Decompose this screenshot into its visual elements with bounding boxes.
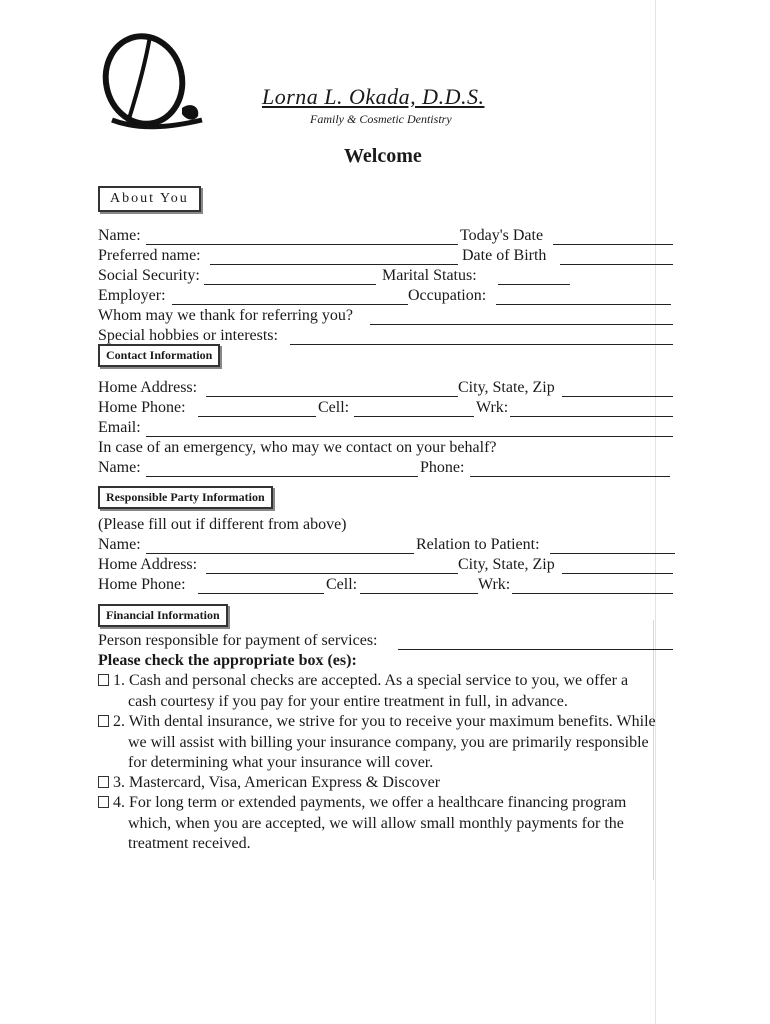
- about-you-section-label: About You: [98, 186, 201, 212]
- checkbox-option-4[interactable]: [98, 796, 109, 808]
- relation-field[interactable]: [550, 553, 675, 554]
- contact-section-label: Contact Information: [98, 344, 220, 367]
- responsible-phone-field[interactable]: [198, 593, 324, 594]
- dob-label: Date of Birth: [462, 247, 547, 264]
- responsible-address-row: [98, 556, 673, 578]
- todays-date-field[interactable]: [553, 244, 673, 245]
- marital-status-label: Marital Status:: [382, 267, 477, 284]
- home-address-field[interactable]: [206, 396, 458, 397]
- hobbies-label: Special hobbies or interests:: [98, 327, 278, 344]
- checkbox-option-2[interactable]: [98, 715, 109, 727]
- city-state-zip-label: City, State, Zip: [458, 379, 555, 396]
- payment-option-3[interactable]: [98, 773, 658, 794]
- ssn-field[interactable]: [204, 284, 376, 285]
- preferred-name-label: Preferred name:: [98, 247, 201, 264]
- practice-logo: [98, 30, 210, 138]
- name-label: Name:: [98, 227, 141, 244]
- responsible-address-label: Home Address:: [98, 556, 198, 573]
- doctor-name: Lorna L. Okada, D.D.S.: [262, 84, 485, 109]
- wrk-field[interactable]: [510, 416, 673, 417]
- responsible-city-field[interactable]: [562, 573, 673, 574]
- city-state-zip-field[interactable]: [562, 396, 673, 397]
- scan-edge: [655, 0, 656, 1024]
- email-field[interactable]: [146, 436, 673, 437]
- payment-person-label: Person responsible for payment of services:: [98, 632, 378, 649]
- payment-option-4[interactable]: [98, 793, 658, 855]
- preferred-name-field[interactable]: [210, 264, 458, 265]
- employer-field[interactable]: [172, 304, 408, 305]
- emergency-phone-label: Phone:: [420, 459, 465, 476]
- name-row: [98, 227, 673, 249]
- option-3-text: 3. Mastercard, Visa, American Express & Discover: [113, 774, 441, 791]
- responsible-cell-field[interactable]: [360, 593, 478, 594]
- emergency-name-field[interactable]: [146, 476, 418, 477]
- cell-field[interactable]: [354, 416, 474, 417]
- option-1-text: 1. Cash and personal checks are accepted. As a special service to you, we offer a cash courtesy if you pay for your entire treatment in full, in advance.: [113, 672, 629, 710]
- referral-row: [98, 307, 673, 329]
- email-label: Email:: [98, 419, 141, 436]
- checkbox-option-3[interactable]: [98, 776, 109, 788]
- home-address-row: [98, 379, 673, 401]
- emergency-question: In case of an emergency, who may we contact on your behalf?: [98, 439, 497, 456]
- responsible-note-row: [98, 516, 673, 538]
- relation-label: Relation to Patient:: [416, 536, 540, 553]
- payment-option-2[interactable]: [98, 712, 658, 774]
- referral-field[interactable]: [370, 324, 673, 325]
- marital-status-field[interactable]: [498, 284, 570, 285]
- home-phone-label: Home Phone:: [98, 399, 186, 416]
- payment-option-1[interactable]: [98, 671, 658, 712]
- responsible-wrk-field[interactable]: [512, 593, 673, 594]
- preferred-name-row: [98, 247, 673, 269]
- checkbox-option-1[interactable]: [98, 674, 109, 686]
- option-2-text: 2. With dental insurance, we strive for you to receive your maximum benefits. While we will assist with billing your insurance company, you are primarily responsible for determining what your insurance will cover.: [113, 713, 656, 771]
- occupation-field[interactable]: [496, 304, 671, 305]
- welcome-heading: Welcome: [344, 145, 422, 167]
- emergency-contact-row: [98, 459, 673, 481]
- referral-label: Whom may we thank for referring you?: [98, 307, 354, 324]
- payment-person-field[interactable]: [398, 649, 673, 650]
- responsible-address-field[interactable]: [206, 573, 458, 574]
- hobbies-field[interactable]: [290, 344, 673, 345]
- email-row: [98, 419, 673, 441]
- dob-field[interactable]: [560, 264, 673, 265]
- wrk-label: Wrk:: [476, 399, 509, 416]
- responsible-note: (Please fill out if different from above): [98, 516, 347, 533]
- phones-row: [98, 399, 673, 421]
- emergency-name-label: Name:: [98, 459, 141, 476]
- payment-person-row: [98, 632, 673, 654]
- check-prompt: Please check the appropriate box (es):: [98, 652, 357, 669]
- responsible-wrk-label: Wrk:: [478, 576, 511, 593]
- name-field[interactable]: [146, 244, 458, 245]
- responsible-name-row: [98, 536, 673, 558]
- financial-section-label: Financial Information: [98, 604, 228, 627]
- practice-type: Family & Cosmetic Dentistry: [310, 112, 452, 126]
- responsible-name-field[interactable]: [146, 553, 414, 554]
- responsible-cell-label: Cell:: [326, 576, 358, 593]
- emergency-question-row: [98, 439, 673, 461]
- responsible-city-label: City, State, Zip: [458, 556, 555, 573]
- responsible-section-label: Responsible Party Information: [98, 486, 273, 509]
- employer-row: [98, 287, 673, 309]
- responsible-phones-row: [98, 576, 673, 598]
- emergency-phone-field[interactable]: [470, 476, 670, 477]
- employer-label: Employer:: [98, 287, 166, 304]
- option-4-text: 4. For long term or extended payments, we offer a healthcare financing program which, when you are accepted, we will allow small monthly payments for the treatment received.: [113, 794, 627, 852]
- cell-label: Cell:: [318, 399, 350, 416]
- ssn-row: [98, 267, 673, 289]
- todays-date-label: Today's Date: [460, 227, 544, 244]
- home-phone-field[interactable]: [198, 416, 316, 417]
- responsible-phone-label: Home Phone:: [98, 576, 186, 593]
- occupation-label: Occupation:: [408, 287, 487, 304]
- ssn-label: Social Security:: [98, 267, 200, 284]
- home-address-label: Home Address:: [98, 379, 198, 396]
- responsible-name-label: Name:: [98, 536, 141, 553]
